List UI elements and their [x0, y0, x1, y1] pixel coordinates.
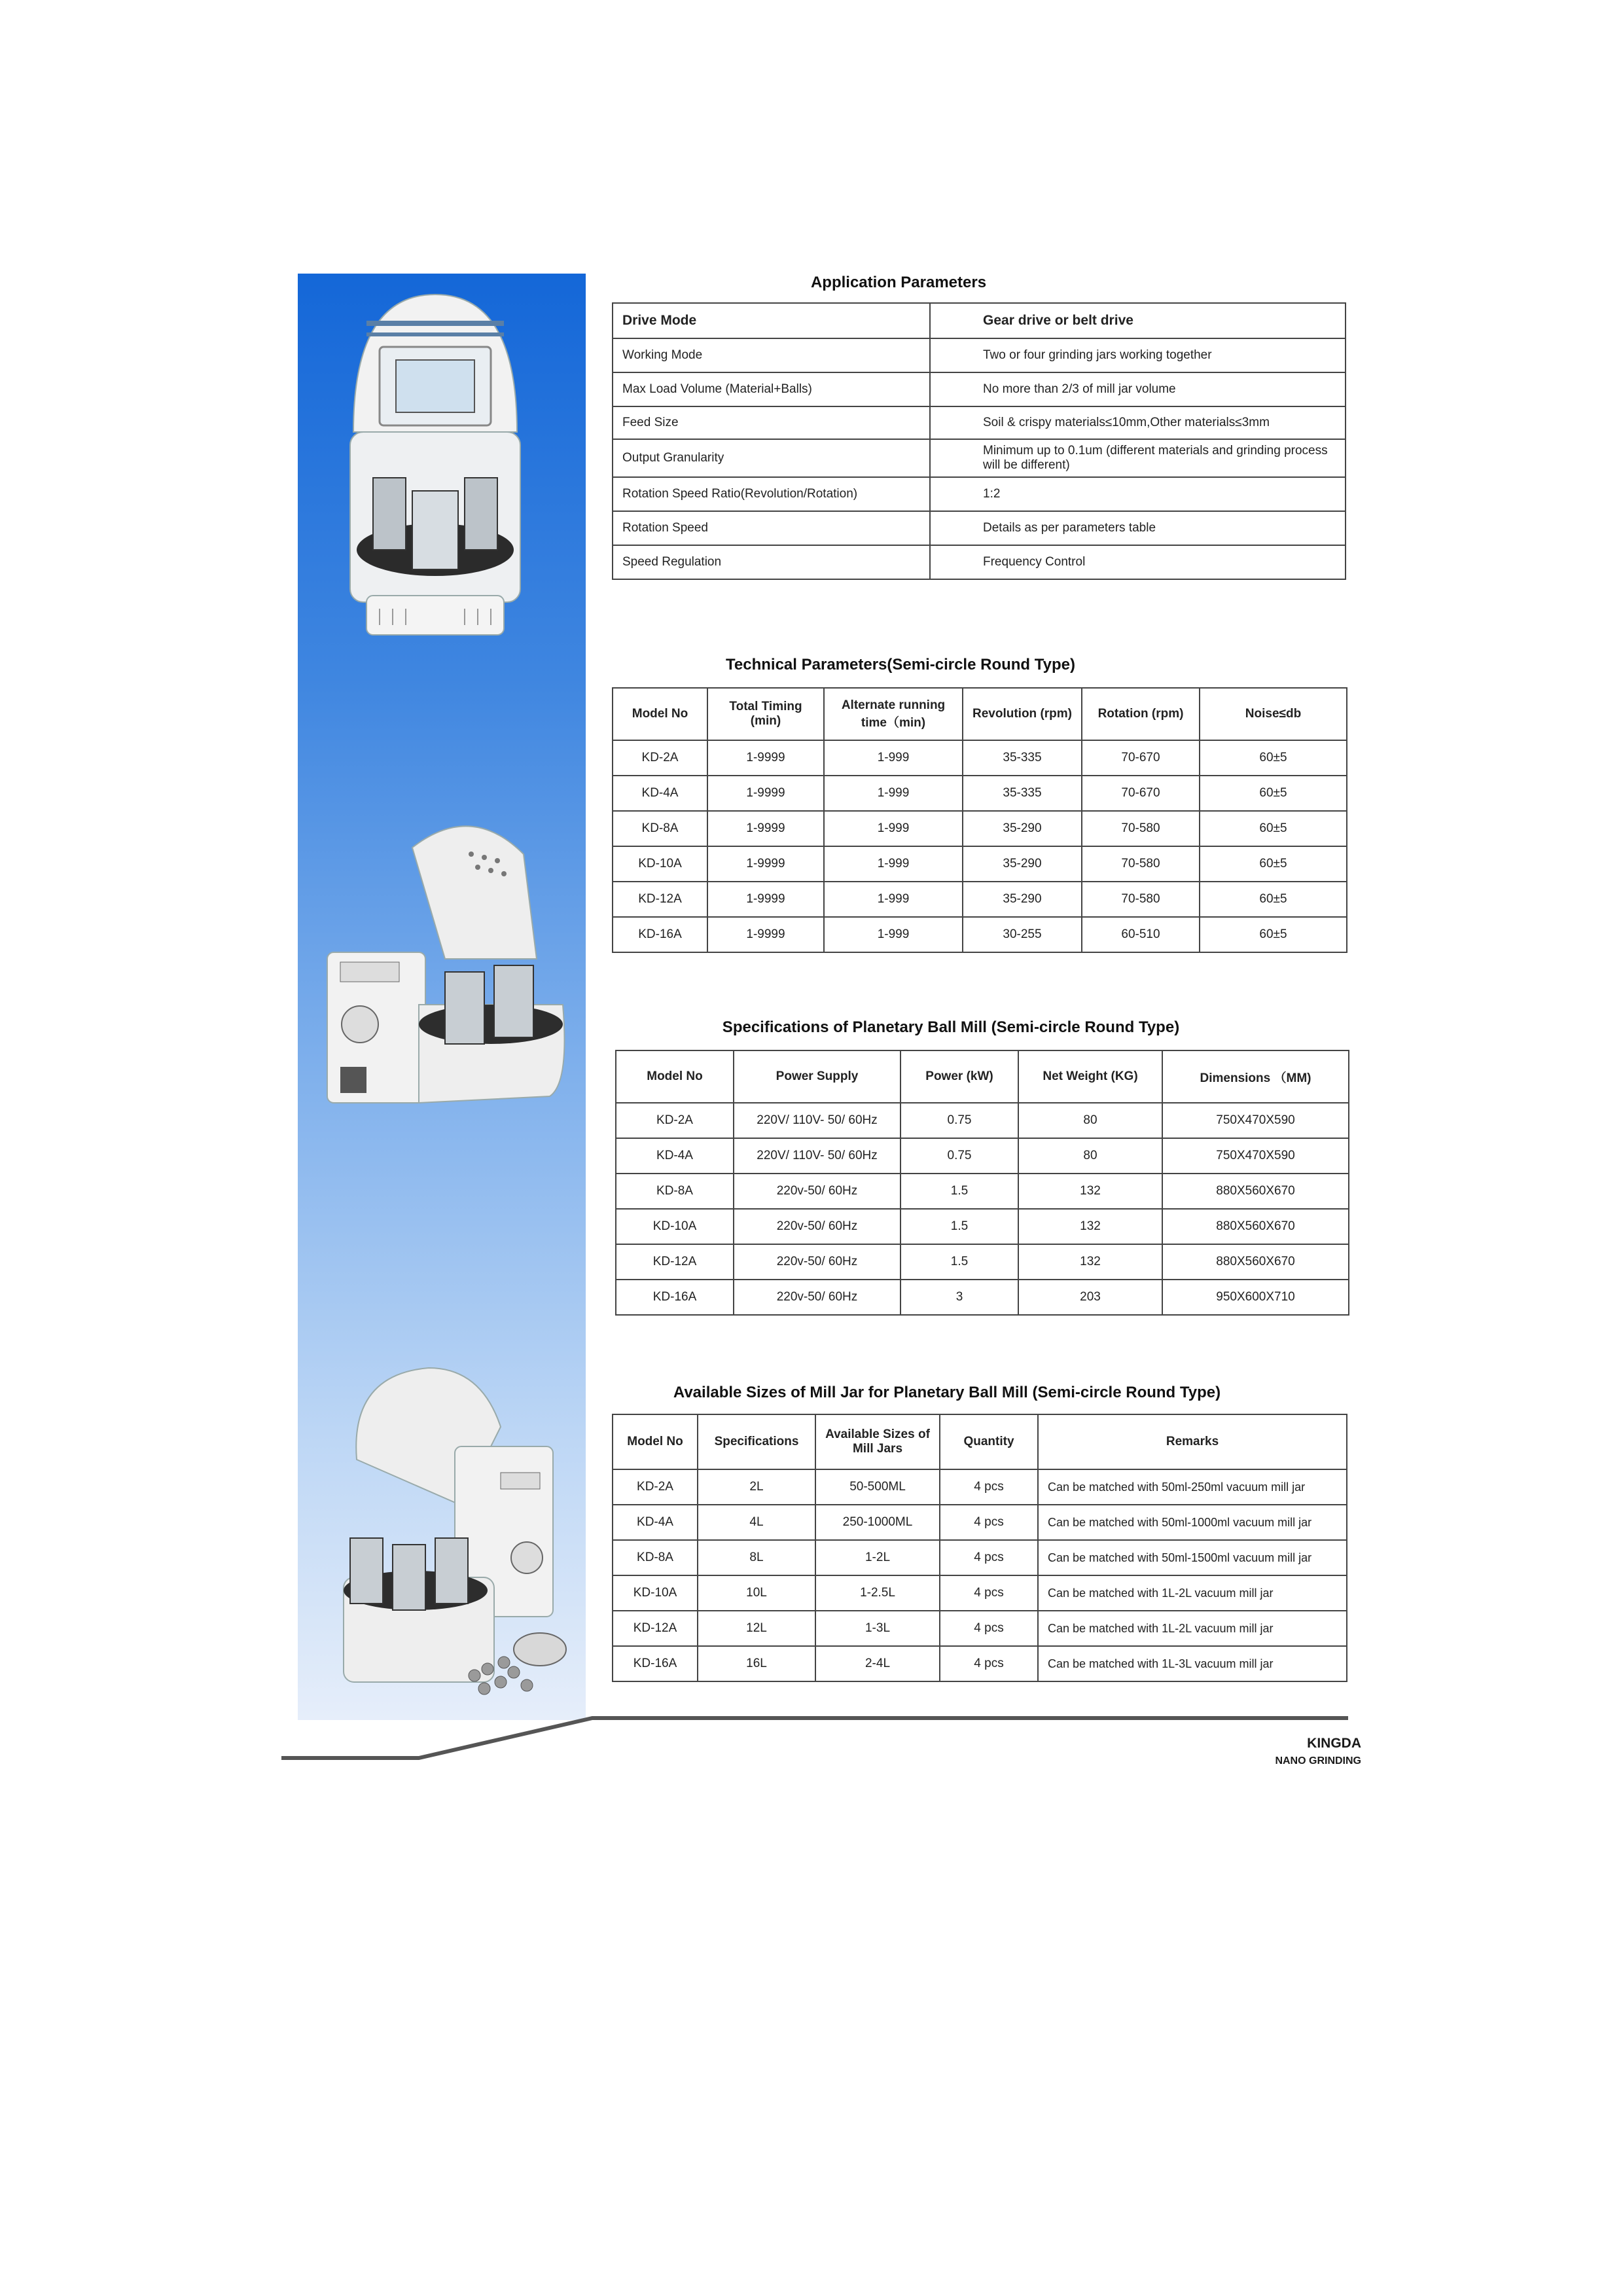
application-label: Output Granularity — [613, 439, 930, 477]
application-row — [613, 406, 1346, 439]
technical-cell: KD-16A — [613, 917, 707, 952]
application-row — [613, 338, 1346, 372]
application-value: Gear drive or belt drive — [930, 303, 1346, 338]
technical-header-cell: Total Timing (min) — [707, 688, 824, 740]
jars-cell: 12L — [698, 1611, 815, 1646]
technical-cell: 35-290 — [963, 811, 1082, 846]
jars-cell: Can be matched with 1L-2L vacuum mill jar — [1038, 1575, 1347, 1611]
technical-cell: 1-999 — [824, 776, 963, 811]
jars-row — [613, 1575, 1347, 1611]
specifications-cell: 750X470X590 — [1162, 1103, 1349, 1138]
jars-cell: 4L — [698, 1505, 815, 1540]
technical-row — [613, 776, 1347, 811]
technical-cell: 1-999 — [824, 917, 963, 952]
specifications-cell: 132 — [1018, 1209, 1162, 1244]
specifications-cell: 880X560X670 — [1162, 1174, 1349, 1209]
application-value: No more than 2/3 of mill jar volume — [930, 372, 1346, 406]
jars-cell: Can be matched with 50ml-1500ml vacuum mill jar — [1038, 1540, 1347, 1575]
jars-cell: 4 pcs — [940, 1469, 1038, 1505]
technical-cell: 60±5 — [1200, 882, 1347, 917]
application-parameters-title: Application Parameters — [810, 274, 987, 291]
brand-name: KINGDA — [1307, 1736, 1361, 1751]
technical-cell: 1-999 — [824, 882, 963, 917]
jars-row — [613, 1505, 1347, 1540]
technical-cell: 1-999 — [824, 811, 963, 846]
specifications-cell: 220v-50/ 60Hz — [734, 1244, 901, 1280]
specifications-cell: KD-12A — [616, 1244, 734, 1280]
jars-header-cell: Specifications — [698, 1414, 815, 1469]
specifications-cell: 220v-50/ 60Hz — [734, 1209, 901, 1244]
technical-cell: 1-9999 — [707, 776, 824, 811]
technical-cell: 70-670 — [1082, 776, 1200, 811]
machine-image-side-view — [321, 808, 569, 1149]
specifications-cell: 220V/ 110V- 50/ 60Hz — [734, 1103, 901, 1138]
technical-header-cell: Alternate running time（min) — [824, 688, 963, 740]
specifications-cell: KD-8A — [616, 1174, 734, 1209]
jars-row — [613, 1540, 1347, 1575]
jars-cell: KD-8A — [613, 1540, 698, 1575]
technical-cell: 35-290 — [963, 846, 1082, 882]
technical-cell: 35-290 — [963, 882, 1082, 917]
application-row — [613, 439, 1346, 477]
jars-header-cell: Remarks — [1038, 1414, 1347, 1469]
technical-cell: 60±5 — [1200, 846, 1347, 882]
technical-cell: 1-999 — [824, 740, 963, 776]
technical-parameters-title: Technical Parameters(Semi-circle Round Type) — [726, 656, 1075, 673]
specifications-row — [616, 1244, 1349, 1280]
jars-cell: 4 pcs — [940, 1575, 1038, 1611]
specifications-cell: 220V/ 110V- 50/ 60Hz — [734, 1138, 901, 1174]
application-parameters-table — [612, 302, 1346, 580]
jars-cell: Can be matched with 50ml-250ml vacuum mill jar — [1038, 1469, 1347, 1505]
application-row — [613, 372, 1346, 406]
technical-cell: 60-510 — [1082, 917, 1200, 952]
technical-cell: 30-255 — [963, 917, 1082, 952]
jars-cell: Can be matched with 50ml-1000ml vacuum mill jar — [1038, 1505, 1347, 1540]
specifications-title: Specifications of Planetary Ball Mill (Semi-circle Round Type) — [722, 1018, 1180, 1036]
technical-cell: 35-335 — [963, 776, 1082, 811]
specifications-cell: 132 — [1018, 1244, 1162, 1280]
jars-cell: 8L — [698, 1540, 815, 1575]
technical-cell: 60±5 — [1200, 740, 1347, 776]
specifications-cell: 220v-50/ 60Hz — [734, 1280, 901, 1315]
specifications-header-cell: Power (kW) — [901, 1050, 1018, 1103]
technical-row — [613, 917, 1347, 952]
jars-cell: 4 pcs — [940, 1540, 1038, 1575]
application-row — [613, 511, 1346, 545]
specifications-cell: 3 — [901, 1280, 1018, 1315]
application-value: 1:2 — [930, 477, 1346, 511]
jars-cell: 1-3L — [815, 1611, 940, 1646]
jars-cell: 1-2L — [815, 1540, 940, 1575]
application-value: Two or four grinding jars working together — [930, 338, 1346, 372]
application-label: Max Load Volume (Material+Balls) — [613, 372, 930, 406]
application-label: Rotation Speed Ratio(Revolution/Rotation) — [613, 477, 930, 511]
specifications-row — [616, 1138, 1349, 1174]
technical-cell: 70-580 — [1082, 811, 1200, 846]
jars-header-cell: Model No — [613, 1414, 698, 1469]
specifications-cell: 880X560X670 — [1162, 1244, 1349, 1280]
jars-row — [613, 1469, 1347, 1505]
technical-cell: 70-580 — [1082, 882, 1200, 917]
technical-cell: 1-9999 — [707, 882, 824, 917]
technical-cell: 60±5 — [1200, 917, 1347, 952]
specifications-cell: KD-16A — [616, 1280, 734, 1315]
jars-cell: 250-1000ML — [815, 1505, 940, 1540]
specifications-cell: 80 — [1018, 1103, 1162, 1138]
application-row — [613, 545, 1346, 579]
technical-row — [613, 740, 1347, 776]
jars-row — [613, 1611, 1347, 1646]
jars-header-row — [613, 1414, 1347, 1469]
jars-cell: 16L — [698, 1646, 815, 1681]
jars-cell: Can be matched with 1L-3L vacuum mill jar — [1038, 1646, 1347, 1681]
application-value: Details as per parameters table — [930, 511, 1346, 545]
technical-cell: KD-12A — [613, 882, 707, 917]
technical-cell: KD-2A — [613, 740, 707, 776]
specifications-cell: KD-2A — [616, 1103, 734, 1138]
specifications-cell: 80 — [1018, 1138, 1162, 1174]
technical-cell: 1-999 — [824, 846, 963, 882]
technical-header-cell: Noise≤db — [1200, 688, 1347, 740]
jars-cell: 1-2.5L — [815, 1575, 940, 1611]
jars-cell: 4 pcs — [940, 1611, 1038, 1646]
specifications-cell: 220v-50/ 60Hz — [734, 1174, 901, 1209]
technical-cell: 70-580 — [1082, 846, 1200, 882]
technical-cell: 1-9999 — [707, 740, 824, 776]
specifications-header-cell: Model No — [616, 1050, 734, 1103]
mill-jars-table — [612, 1414, 1347, 1682]
application-label: Speed Regulation — [613, 545, 930, 579]
technical-cell: KD-8A — [613, 811, 707, 846]
specifications-cell: 0.75 — [901, 1138, 1018, 1174]
application-label: Working Mode — [613, 338, 930, 372]
jars-cell: 4 pcs — [940, 1505, 1038, 1540]
technical-cell: 60±5 — [1200, 811, 1347, 846]
specifications-cell: 750X470X590 — [1162, 1138, 1349, 1174]
specifications-cell: 1.5 — [901, 1209, 1018, 1244]
specifications-row — [616, 1209, 1349, 1244]
mill-jars-title: Available Sizes of Mill Jar for Planetary Ball Mill (Semi-circle Round Type) — [673, 1384, 1221, 1401]
technical-row — [613, 846, 1347, 882]
technical-row — [613, 811, 1347, 846]
specifications-cell: KD-10A — [616, 1209, 734, 1244]
technical-cell: 35-335 — [963, 740, 1082, 776]
machine-image-with-balls — [330, 1361, 579, 1708]
specifications-header-cell: Power Supply — [734, 1050, 901, 1103]
jars-header-cell: Available Sizes of Mill Jars — [815, 1414, 940, 1469]
jars-cell: 2-4L — [815, 1646, 940, 1681]
jars-cell: 2L — [698, 1469, 815, 1505]
application-value: Frequency Control — [930, 545, 1346, 579]
jars-cell: 4 pcs — [940, 1646, 1038, 1681]
specifications-row — [616, 1280, 1349, 1315]
jars-cell: Can be matched with 1L-2L vacuum mill jar — [1038, 1611, 1347, 1646]
jars-row — [613, 1646, 1347, 1681]
specifications-cell: 1.5 — [901, 1244, 1018, 1280]
application-row — [613, 303, 1346, 338]
specifications-cell: 203 — [1018, 1280, 1162, 1315]
jars-cell: KD-2A — [613, 1469, 698, 1505]
application-label: Feed Size — [613, 406, 930, 439]
specifications-cell: 132 — [1018, 1174, 1162, 1209]
technical-cell: 1-9999 — [707, 811, 824, 846]
technical-header-cell: Model No — [613, 688, 707, 740]
technical-row — [613, 882, 1347, 917]
specifications-header-row — [616, 1050, 1349, 1103]
technical-cell: 1-9999 — [707, 917, 824, 952]
technical-cell: 60±5 — [1200, 776, 1347, 811]
technical-cell: 1-9999 — [707, 846, 824, 882]
specifications-table — [615, 1050, 1349, 1316]
technical-header-cell: Rotation (rpm) — [1082, 688, 1200, 740]
technical-cell: 70-670 — [1082, 740, 1200, 776]
machine-image-open-lid — [340, 288, 530, 655]
specifications-header-cell: Dimensions （MM) — [1162, 1050, 1349, 1103]
jars-cell: KD-4A — [613, 1505, 698, 1540]
jars-cell: KD-16A — [613, 1646, 698, 1681]
application-label: Drive Mode — [613, 303, 930, 338]
brand-tagline: NANO GRINDING — [1275, 1755, 1361, 1767]
jars-cell: 50-500ML — [815, 1469, 940, 1505]
specifications-cell: 0.75 — [901, 1103, 1018, 1138]
specifications-cell: 1.5 — [901, 1174, 1018, 1209]
jars-header-cell: Quantity — [940, 1414, 1038, 1469]
jars-cell: 10L — [698, 1575, 815, 1611]
specifications-cell: KD-4A — [616, 1138, 734, 1174]
specifications-cell: 950X600X710 — [1162, 1280, 1349, 1315]
jars-cell: KD-10A — [613, 1575, 698, 1611]
specifications-row — [616, 1174, 1349, 1209]
technical-parameters-table — [612, 687, 1347, 953]
jars-cell: KD-12A — [613, 1611, 698, 1646]
application-value: Minimum up to 0.1um (different materials and grinding process will be different) — [930, 439, 1346, 477]
specifications-row — [616, 1103, 1349, 1138]
specifications-cell: 880X560X670 — [1162, 1209, 1349, 1244]
technical-header-cell: Revolution (rpm) — [963, 688, 1082, 740]
technical-cell: KD-4A — [613, 776, 707, 811]
application-label: Rotation Speed — [613, 511, 930, 545]
technical-cell: KD-10A — [613, 846, 707, 882]
application-value: Soil & crispy materials≤10mm,Other materials≤3mm — [930, 406, 1346, 439]
technical-header-row — [613, 688, 1347, 740]
application-row — [613, 477, 1346, 511]
specifications-header-cell: Net Weight (KG) — [1018, 1050, 1162, 1103]
